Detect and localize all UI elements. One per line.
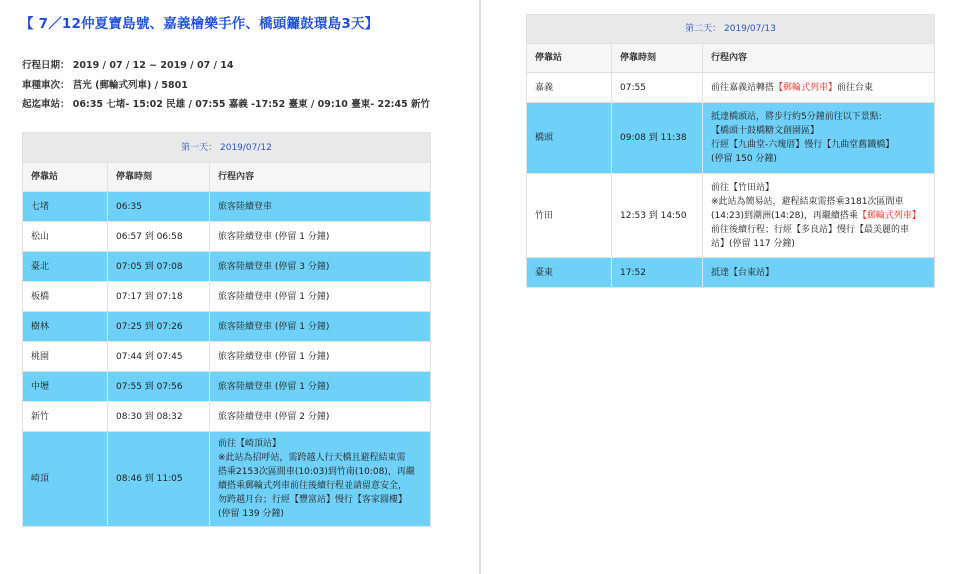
content-line: 旅客陸續登車 (停留 1 分鐘): [218, 231, 330, 242]
station-cell: 竹田: [527, 174, 612, 258]
content-cell: [210, 372, 431, 402]
content-cell: [210, 282, 431, 312]
content-cell: [210, 192, 431, 222]
content-text: 前往嘉義站轉搭: [711, 82, 775, 93]
col-content-header: 行程內容: [210, 163, 431, 192]
table-row: [23, 342, 431, 372]
right-page: [481, 0, 960, 574]
day1-schedule-table: [22, 132, 431, 527]
table-row: [23, 222, 431, 252]
col-content-header: 行程內容: [703, 44, 935, 73]
station-cell: 松山: [23, 222, 108, 252]
col-time-header: 停靠時刻: [612, 44, 703, 73]
station-cell: 臺北: [23, 252, 108, 282]
time-cell: 07:55: [612, 73, 703, 103]
content-line: 前往【崎頂站】: [218, 439, 282, 449]
train-info: 車種車次： 莒光 (郵輪式列車) / 5801: [22, 80, 188, 91]
content-line: 前往後續行程；行經【多良站】慢行【最美麗的車: [711, 224, 910, 235]
col-station-header: 停靠站: [23, 163, 108, 192]
content-line: 前往【竹田站】: [711, 182, 775, 193]
time-cell: 06:35: [108, 192, 210, 222]
time-cell: 12:53 到 14:50: [612, 174, 703, 258]
col-station-header: 停靠站: [527, 44, 612, 73]
day2-header: 第二天： 2019/07/13: [527, 15, 935, 44]
content-cell: [210, 312, 431, 342]
station-cell: 橋頭: [527, 103, 612, 174]
content-line: 抵達橋頭站，將步行約5分鐘前往以下景點:: [711, 112, 882, 122]
content-line: 旅客陸續登車 (停留 1 分鐘): [218, 291, 330, 302]
table-row: [23, 432, 431, 527]
table-row: [23, 252, 431, 282]
content-line: ※此站為簡易站，避程結束需搭乘3181次區間車: [711, 196, 904, 207]
itinerary-title: 【 7／12仲夏寶島號、嘉義檜樂手作、橋頭鑼鼓環島3天】: [20, 16, 379, 32]
train-name-highlight: 【郵輪式列車】: [857, 210, 921, 221]
day2-schedule-table: [526, 14, 935, 288]
content-line: 搭乘2153次區間車(10:03)到竹南(10:08)，再繼: [218, 467, 415, 477]
table-row: [23, 192, 431, 222]
content-cell: [210, 222, 431, 252]
station-cell: 中壢: [23, 372, 108, 402]
time-cell: 17:52: [612, 258, 703, 288]
table-row: [23, 282, 431, 312]
content-line: 旅客陸續登車: [218, 201, 273, 212]
content-cell: [703, 258, 935, 288]
content-line: 旅客陸續登車 (停留 3 分鐘): [218, 261, 330, 272]
content-line: 續搭乘郵輪式列車前往後續行程並請留意安全，: [218, 481, 408, 491]
content-line: (停留 150 分鐘): [711, 154, 777, 164]
table-row: [23, 402, 431, 432]
content-cell: [210, 432, 431, 527]
time-cell: 07:55 到 07:56: [108, 372, 210, 402]
content-line: 行經【九曲堂-六塊厝】慢行【九曲堂舊鐵橋】: [711, 140, 895, 150]
content-line: 旅客陸續登車 (停留 1 分鐘): [218, 321, 330, 332]
content-line: 旅客陸續登車 (停留 2 分鐘): [218, 411, 330, 422]
content-line: [711, 81, 934, 95]
content-text: 前往台東: [837, 82, 874, 93]
content-cell: [703, 174, 935, 258]
content-line: 抵達【台東站】: [711, 267, 775, 278]
content-cell: [210, 402, 431, 432]
table-row: [23, 372, 431, 402]
train-name-highlight: 【郵輪式列車】: [774, 82, 838, 93]
table-row: [527, 103, 935, 174]
content-line: 旅客陸續登車 (停留 1 分鐘): [218, 351, 330, 362]
station-range: 起迄車站： 06:35 七堵- 15:02 民雄 / 07:55 嘉義 -17:52 臺東 / 09:10 臺東- 22:45 新竹: [22, 99, 431, 110]
station-cell: 新竹: [23, 402, 108, 432]
time-cell: 07:05 到 07:08: [108, 252, 210, 282]
content-line: [711, 209, 934, 223]
time-cell: 06:57 到 06:58: [108, 222, 210, 252]
time-cell: 08:30 到 08:32: [108, 402, 210, 432]
time-cell: 07:44 到 07:45: [108, 342, 210, 372]
time-cell: 08:46 到 11:05: [108, 432, 210, 527]
content-line: 【橋頭十鼓橋糖文創園區】: [711, 126, 820, 136]
time-cell: 07:25 到 07:26: [108, 312, 210, 342]
content-text: (14:23)到潮洲(14:28)，再繼續搭乘: [711, 210, 858, 221]
table-row: [527, 174, 935, 258]
left-page: [0, 0, 479, 574]
content-cell: [703, 73, 935, 103]
station-cell: 七堵: [23, 192, 108, 222]
content-line: ※此站為招呼站，需跨越人行天橋且避程結束需: [218, 453, 406, 463]
content-line: 旅客陸續登車 (停留 1 分鐘): [218, 381, 330, 392]
content-line: (停留 139 分鐘): [218, 509, 284, 519]
station-cell: 板橋: [23, 282, 108, 312]
station-cell: 桃園: [23, 342, 108, 372]
station-cell: 臺東: [527, 258, 612, 288]
station-cell: 樹林: [23, 312, 108, 342]
time-cell: 07:17 到 07:18: [108, 282, 210, 312]
station-cell: 嘉義: [527, 73, 612, 103]
content-line: 站】(停留 117 分鐘): [711, 238, 795, 249]
content-line: 勿跨越月台；行經【豐富站】慢行【客家圓樓】: [218, 495, 408, 505]
trip-dates: 行程日期： 2019 / 07 / 12 ~ 2019 / 07 / 14: [22, 60, 234, 71]
col-time-header: 停靠時刻: [108, 163, 210, 192]
table-row: [23, 312, 431, 342]
station-cell: 崎頂: [23, 432, 108, 527]
time-cell: 09:08 到 11:38: [612, 103, 703, 174]
content-cell: [703, 103, 935, 174]
content-cell: [210, 252, 431, 282]
day1-header: 第一天： 2019/07/12: [23, 133, 431, 163]
table-row: [527, 73, 935, 103]
content-cell: [210, 342, 431, 372]
table-row: [527, 258, 935, 288]
